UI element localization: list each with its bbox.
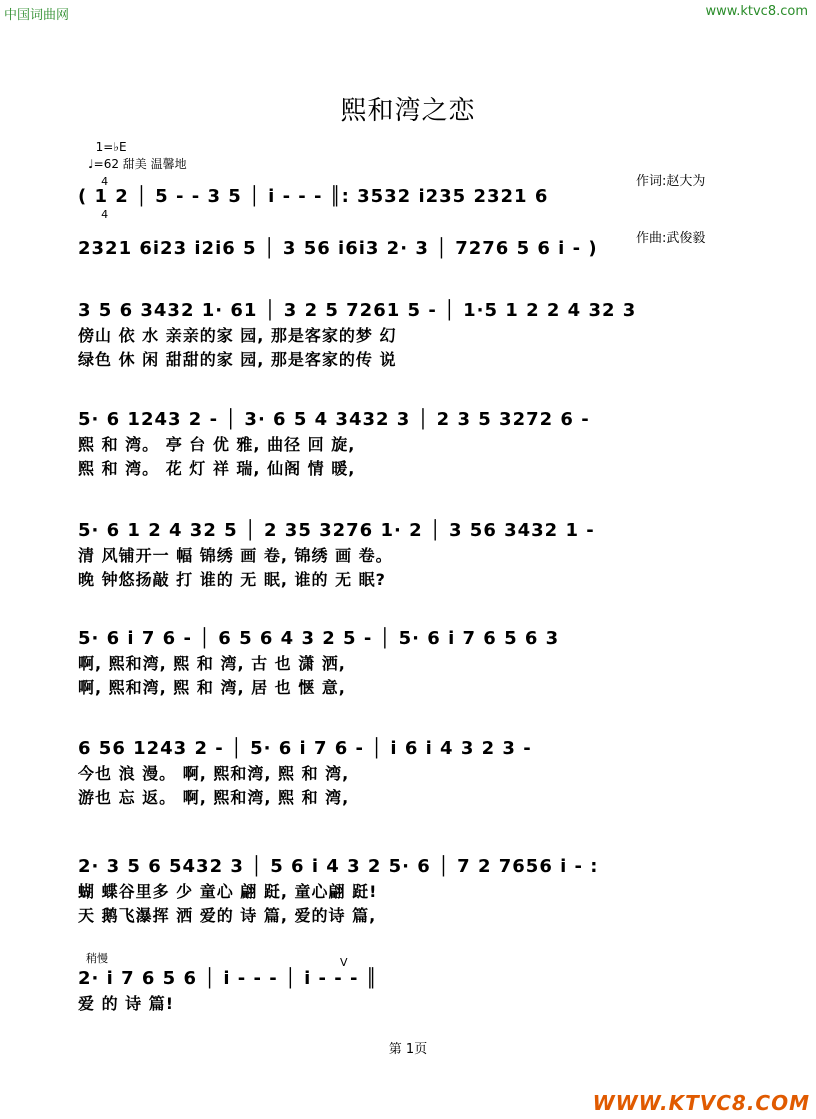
system-1: [78, 184, 738, 210]
site-watermark-left: 中国词曲网: [4, 8, 70, 23]
lyric-verse-2: 天 鹅飞瀑挥 洒 爱的 诗 篇, 爱的诗 篇,: [78, 906, 377, 925]
system-2: [78, 236, 738, 262]
system-8: [78, 854, 738, 928]
lyric-verse-2: 熙 和 湾。 花 灯 祥 瑞, 仙阁 情 暖,: [78, 459, 356, 478]
lyricist-credit: 作词:赵大为: [636, 174, 706, 189]
system-6: [78, 626, 738, 700]
tempo-marking: ♩=62 甜美 温馨地: [88, 157, 187, 171]
notes-line: 5· 6 1 2 4 32 5 │ 2 35 3276 1· 2 │ 3 56 3432 1 -: [78, 520, 595, 541]
slower-marking: 稍慢: [86, 952, 108, 965]
notes-line: 5· 6 i 7 6 - │ 6 5 6 4 3 2 5 - │ 5· 6 i 7 6 5 6 3: [78, 628, 560, 649]
time-bottom: 4: [101, 208, 109, 221]
lyric-verse-1: 爱 的 诗 篇!: [78, 994, 175, 1013]
lyric-verse-2: 啊, 熙和湾, 熙 和 湾, 居 也 惬 意,: [78, 678, 346, 697]
lyric-verse-1: 啊, 熙和湾, 熙 和 湾, 古 也 潇 洒,: [78, 654, 346, 673]
song-title: 熙和湾之恋: [340, 96, 476, 126]
lyric-verse-1: 蝴 蝶谷里多 少 童心 翩 跹, 童心翩 跹!: [78, 882, 378, 901]
footer-watermark: WWW.KTVC8.COM: [592, 1091, 810, 1115]
notes-line: ( 1 2 │ 5 - - 3 5 │ i - - - ║: 3532 i235 2321 6: [78, 186, 549, 207]
notes-line: 2· i 7 6 5 6 │ i - - - │ i - - - ║: [78, 968, 378, 989]
lyric-verse-2: 绿色 休 闲 甜甜的家 园, 那是客家的传 说: [78, 350, 397, 369]
key-label: 1=♭E: [95, 140, 127, 154]
system-9: [78, 966, 738, 1016]
composer-credit: 作曲:武俊毅: [636, 231, 706, 246]
system-4: [78, 407, 738, 481]
site-watermark-right: www.ktvc8.com: [705, 4, 808, 19]
time-top: 4: [101, 175, 109, 188]
system-5: [78, 518, 738, 592]
lyric-verse-1: 熙 和 湾。 亭 台 优 雅, 曲径 回 旋,: [78, 435, 356, 454]
system-3: [78, 298, 738, 372]
lyric-verse-1: 今也 浪 漫。 啊, 熙和湾, 熙 和 湾,: [78, 764, 350, 783]
system-7: [78, 736, 738, 810]
notes-line: 6 56 1243 2 - │ 5· 6 i 7 6 - │ i 6 i 4 3 2 3 -: [78, 738, 532, 759]
notes-line: 2· 3 5 6 5432 3 │ 5 6 i 4 3 2 5· 6 │ 7 2 7656 i - :: [78, 856, 599, 877]
page-number: 第 1页: [388, 1042, 428, 1057]
notes-line: 3 5 6 3432 1· 61 │ 3 2 5 7261 5 - │ 1·5 1 2 2 4 32 3: [78, 300, 637, 321]
notes-line: 5· 6 1243 2 - │ 3· 6 5 4 3432 3 │ 2 3 5 3272 6 -: [78, 409, 590, 430]
lyric-verse-1: 清 风铺开一 幅 锦绣 画 卷, 锦绣 画 卷。: [78, 546, 393, 565]
lyric-verse-2: 游也 忘 返。 啊, 熙和湾, 熙 和 湾,: [78, 788, 350, 807]
notes-line: 2321 6i23 i2i6 5 │ 3 56 i6i3 2· 3 │ 7276 5 6 i - ): [78, 238, 598, 259]
breath-mark: V: [340, 956, 348, 969]
lyric-verse-2: 晚 钟悠扬敲 打 谁的 无 眠, 谁的 无 眠?: [78, 570, 386, 589]
lyric-verse-1: 傍山 依 水 亲亲的家 园, 那是客家的梦 幻: [78, 326, 397, 345]
